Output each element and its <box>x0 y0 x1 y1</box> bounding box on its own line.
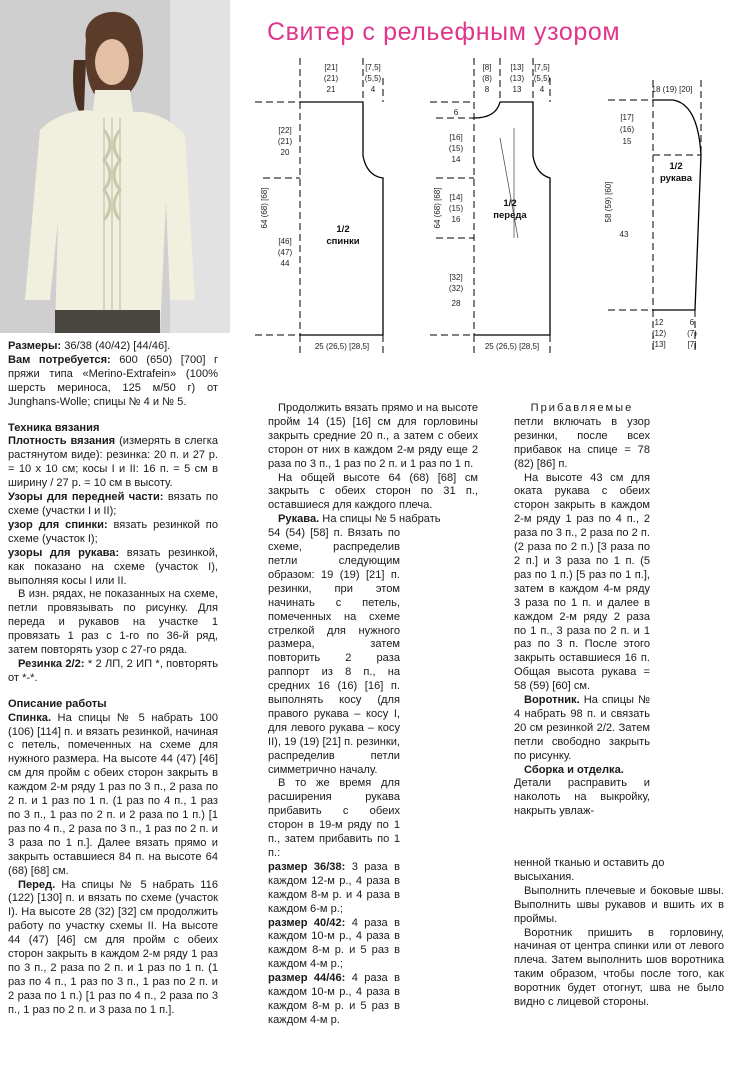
sleeve-label-1: 1/2 <box>669 161 683 172</box>
back-top-size-1a: [21] <box>324 63 338 72</box>
front-top-size-3c: 4 <box>539 85 545 94</box>
front-paragraph <box>8 879 218 1018</box>
back-top-size-2c: 4 <box>370 85 376 94</box>
size-1-paragraph <box>268 861 400 917</box>
sleeves-paragraph <box>268 513 478 527</box>
front-left-size-3b: (32) <box>448 284 464 293</box>
back-height: 64 (68) [68] <box>260 187 269 229</box>
back-top-size-2b: (5,5) <box>364 74 382 83</box>
column-3-wide <box>514 857 724 1010</box>
size-1-text: 3 раза в каждом 12-м р., 4 раза в каждом 8-м р. и 4 раза в каждом 6-м р.; <box>268 860 400 915</box>
front-left-size-2a: [14] <box>449 193 463 202</box>
front-left-size-1c: 14 <box>451 155 461 164</box>
need-paragraph <box>8 354 218 410</box>
back-text: На спицы № 5 набрать 100 (106) [114] п. и вязать резинкой, начиная с петель, помеченных на схеме для нужного размера. На высоте 44 (47) [46] см для пройм с обеих сторон закрыть в каждом 2-м ряду 1 раз по 3 п., 2 раза по 2 п. и 1 раз по 1 п. (1 раз по 4 п., 1 раз по 3 п., 1 раз по 2 п. и 2 раза по 1 п.) [1 раз по 4 п., 2 раза по 3 п., 1 раз по 2 п. и 3 раза по 1 п.]. Далее вязать прямо и закрыть оставшиеся 84 п. на высоте 64 (68) [68] см. <box>8 711 218 877</box>
front-left-size-1a: [16] <box>449 133 463 142</box>
sleeve-pattern-text: вязать резинкой, как показано на схеме (участок I), выполняя косы I или II. <box>8 546 219 587</box>
front-top-size-2a: [13] <box>510 63 524 72</box>
sleeve-bottom-2a: 6 <box>689 318 695 327</box>
front-neck: 6 <box>453 108 459 117</box>
sleeve-label-2: рукава <box>660 173 692 184</box>
collar-paragraph <box>514 694 650 764</box>
col3-paragraph-4: Воротник пришить в горловину, начиная от центра спинки или от левого плеча. Затем выполнить шов воротника таким образом, чтобы после того, как воротник будет отогнут, шва не было видно с лицевой стороны. <box>514 926 724 1009</box>
sizes-label: Размеры: <box>8 340 62 352</box>
back-left-size-1c: 20 <box>280 148 290 157</box>
sweater-photo <box>0 0 230 333</box>
back-paragraph <box>8 712 218 879</box>
collar-text: На спицы № 4 набрать 98 п. и связать 20 см резинкой 2/2. Затем петли свободно закрыть по рисунку. <box>514 694 650 762</box>
need-text: 600 (650) [700] г пряжи типа «Merino-Extrafein» (100% шерсть мериноса, 125 м/50 г) от Junghans-Wolle; спицы № 4 и № 5. <box>8 353 218 408</box>
front-left-size-3c: 28 <box>451 299 461 308</box>
density-paragraph <box>8 435 218 491</box>
back-left-size-1a: [22] <box>278 126 292 135</box>
need-label: Вам потребуется: <box>8 353 111 366</box>
front-top-size-1c: 8 <box>484 85 490 94</box>
front-schematic <box>430 58 560 363</box>
front-pattern-paragraph <box>8 491 218 519</box>
front-top-size-3b: (5,5) <box>533 74 551 83</box>
back-left-size-2b: (47) <box>277 248 293 257</box>
front-top-size-2c: 13 <box>512 85 522 94</box>
sleeve-height: 58 (59) [60] <box>604 181 613 223</box>
size-1-label: размер 36/38: <box>268 860 346 873</box>
sleeve-right-size-a: [17] <box>620 113 634 122</box>
front-top-size-1b: (8) <box>482 74 492 83</box>
sleeve-bottom-2b: (7) <box>687 329 697 338</box>
front-pattern-text: вязать по схеме (участки I и II); <box>8 491 218 517</box>
sleeve-bottom-1a: 12 <box>654 318 664 327</box>
back-left-size-2a: [46] <box>278 237 292 246</box>
back-bottom: 25 (26,5) [28,5] <box>314 342 370 351</box>
front-pattern-label: Узоры для передней части: <box>8 491 164 504</box>
collar-label: Воротник. <box>524 694 580 707</box>
assembly-text: Детали расправить и наколоть на выкройку, накрыть увлаж- <box>514 777 650 818</box>
front-top-size-1a: [8] <box>482 63 492 72</box>
sleeves-paragraph-b: 54 (54) [58] п. Вязать по схеме, распределив петли следующим образом: 19 (19) [21] п. резинки, при этом начинать с петель, помеченных на схеме стрелкой для нужного размера, затем повторить 2 раза раппорт из 8 п., на средних 16 (16) [16] п. выполнять косу (для правого рукава – косу I, для левого рукава – косу II), 19 (19) [21] п. резинки, распределив петли симметрично началу. <box>268 527 400 776</box>
tech-heading: Техника вязания <box>8 421 100 434</box>
description-heading: Описание работы <box>8 697 107 710</box>
size-3-text: 4 раза в каждом 10-м р., 4 раза в каждом 8-м р. и 5 раз в каждом 4-м р. <box>268 972 400 1026</box>
back-top-size-1c: 21 <box>326 85 336 94</box>
front-bottom: 25 (26,5) [28,5] <box>484 342 540 351</box>
front-top-size-3a: [7,5] <box>534 63 550 72</box>
back-top-size-2a: [7,5] <box>365 63 381 72</box>
back-label-2: спинки <box>326 236 360 247</box>
front-top-size-2b: (13) <box>509 74 525 83</box>
back-pattern-paragraph <box>8 519 218 547</box>
page-title: Свитер с рельефным узором <box>267 18 621 46</box>
front-text: На спицы № 5 набрать 116 (122) [130] п. и вязать по схеме (участок I). На высоте 28 (32) [32] см продолжить работу по участку схемы II. На высоте 44 (47) [46] см для пройм с обеих сторон закрыть в каждом 2-м ряду 1 раз по 3 п., 2 раза по 2 п. и 1 раз по 1 п. (1 раз по 4 п., 1 раз по 3 п., 1 раз по 2 п. и 2 раза по 1 п.) [1 раз по 4 п., 2 раза по 3 п., 1 раз по 2 п. и 3 раза по 1 п.]. <box>8 878 218 1016</box>
sleeve-bottom-1c: [13] <box>652 340 666 349</box>
rib-paragraph <box>8 658 218 686</box>
purl-rows-paragraph: В изн. рядах, не показанных на схеме, петли провязывать по рисунку. Для переда и рукавов на участке 1 провязать 1 раз с 1-го по 36-й ряд, затем повторять узор с 27-го ряда. <box>8 588 218 657</box>
sleeves-text-a: На спицы № 5 набрать <box>319 513 441 526</box>
rib-label: Резинка 2/2: <box>18 657 85 670</box>
density-label: Плотность вязания <box>8 435 116 448</box>
density-text: (измерять в слегка растянутом виде): резинка: 20 п. и 27 р. = 10 х 10 см; косы I и II: 16 п. = 5 см в ширину / 27 р. = 10 см в высоту. <box>8 435 218 490</box>
front-label: Перед. <box>18 878 56 891</box>
col2-paragraph-3: В то же время для расширения рукава прибавить с обеих сторон в 19-м ряду по 1 п., затем прибавить по 1 п.: <box>268 777 400 859</box>
size-3-label: размер 44/46: <box>268 972 346 985</box>
front-label-2: переда <box>493 210 527 221</box>
sleeve-pattern-label: узоры для рукава: <box>8 546 120 559</box>
assembly-heading: Сборка и отделка. <box>524 763 624 776</box>
front-height: 64 (68) [68] <box>433 187 442 229</box>
sleeve-mid: 43 <box>619 230 629 239</box>
col2-paragraph-1: Продолжить вязать прямо и на высоте пройм 14 (15) [16] см для горловины закрыть средние 20 п., а затем с обеих сторон от них в каждом 2-м ряду еще 2 раза по 3 п., 1 раз по 2 п. и 1 раз по 1 п. <box>268 402 478 470</box>
back-label-1: 1/2 <box>336 224 350 235</box>
sleeve-right-size-c: 15 <box>622 137 632 146</box>
front-left-size-2b: (15) <box>448 204 464 213</box>
front-label-1: 1/2 <box>503 198 517 209</box>
back-label: Спинка. <box>8 711 52 724</box>
back-pattern-label: узор для спинки: <box>8 518 108 531</box>
front-left-size-2c: 16 <box>451 215 461 224</box>
back-top-size-1b: (21) <box>323 74 339 83</box>
column-2 <box>268 402 478 1028</box>
sizes-paragraph <box>8 340 218 354</box>
col3-paragraph-2: На высоте 43 см для оката рукава с обеих сторон закрыть в каждом 2-м ряду 1 раз по 4 п., 2 раза по 3 п., 2 раза по 2 п. (2 раза по 2 п.) [3 раза по 2 п.] и 3 раза по 1 п. (5 раз по 1 п.) [5 раз по 1 п.], затем в каждом 4-м ряду 3 раза по 1 п. и далее в каждом 2-м ряду 2 раза по 1 п., 3 раза по 2 п. и 1 раз по 3 п. После этого закрыть оставшиеся 16 п. Общая высота рукава = 58 (59) [60] см. <box>514 471 650 693</box>
sleeve-pattern-paragraph <box>8 547 218 589</box>
sleeves-label: Рукава. <box>278 513 320 526</box>
rib-text: * 2 ЛП, 2 ИП *, повторять от *-*. <box>8 657 218 684</box>
column-1 <box>8 340 218 1018</box>
front-left-size-1b: (15) <box>448 144 464 153</box>
sleeve-bottom-1b: (12) <box>651 329 667 338</box>
size-2-paragraph <box>268 917 400 973</box>
back-pattern-text: вязать резинкой по схеме (участок I); <box>8 518 218 545</box>
back-left-size-1b: (21) <box>277 137 293 146</box>
sleeve-right-size-b: (16) <box>619 125 635 134</box>
size-3-paragraph <box>268 972 400 1028</box>
assembly-continued: ненной тканью и оставить до высыхания. <box>514 857 665 883</box>
front-left-size-3a: [32] <box>449 273 463 282</box>
col3-paragraph-1a: Прибавляемые <box>530 402 634 414</box>
sleeve-bottom-2c: [7] <box>687 340 697 349</box>
col3-paragraph-3: Выполнить плечевые и боковые швы. Выполнить швы рукавов и вшить их в проймы. <box>514 884 724 925</box>
sleeve-top: 18 (19) [20] <box>651 85 693 94</box>
column-3 <box>514 402 650 819</box>
size-2-label: размер 40/42: <box>268 916 346 929</box>
sizes-text: 36/38 (40/42) [44/46]. <box>61 340 171 352</box>
size-2-text: 4 раза в каждом 10-м р., 4 раза в каждом 8-м р. и 5 раз в каждом 4-м р.; <box>268 916 400 971</box>
col3-paragraph-1b: петли включать в узор резинки, после всех прибавок на спице = 78 (82) [86] п. <box>514 415 650 470</box>
back-left-size-2c: 44 <box>280 259 290 268</box>
col2-paragraph-2: На общей высоте 64 (68) [68] см закрыть с обеих сторон по 31 п., оставшиеся для каждого плеча. <box>268 471 478 512</box>
back-schematic <box>255 58 395 363</box>
sleeve-schematic <box>600 80 725 370</box>
